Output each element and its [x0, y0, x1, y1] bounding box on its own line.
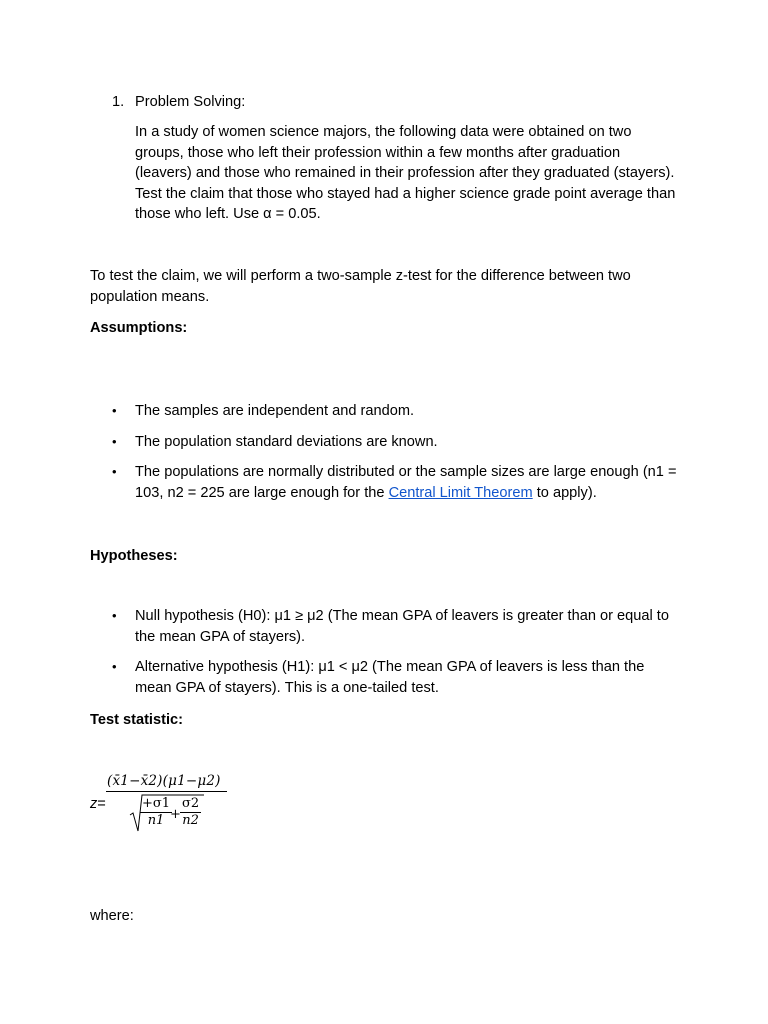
bullet-icon: •: [112, 608, 117, 623]
z-symbol: z: [90, 796, 98, 812]
assumption-text: The samples are independent and random.: [135, 403, 415, 419]
problem-text: In a study of women science majors, the following data were obtained on two groups, those who left their profession within a few months after graduation (leavers) and those who remained in their profession after they graduated (stayers). Test the claim that those who stayed had a higher science grade point average than those who left. Use α = 0.05.: [135, 124, 676, 222]
problem-title: Problem Solving:: [135, 94, 246, 110]
hypotheses-heading: Hypotheses:: [90, 548, 178, 564]
variance-fraction-2: [180, 796, 201, 829]
assumption-text: The population standard deviations are known.: [135, 433, 438, 450]
null-hypothesis-text: Null hypothesis (H0): μ1 ≥ μ2 (The mean GPA of leavers is greater than or equal to the mean GPA of stayers).: [135, 608, 669, 645]
assumption-text-after-link: to apply).: [532, 484, 597, 501]
assumption-text-before-link: The populations are normally distributed or the sample sizes are large enough (n1 = 103, n2 = 225 are large enough for the: [135, 464, 677, 501]
equals-sign: =: [97, 796, 106, 812]
list-number: 1.: [112, 94, 125, 110]
fraction-denominator: n1: [147, 813, 165, 828]
central-limit-theorem-link[interactable]: Central Limit Theorem: [388, 484, 533, 501]
intro-paragraph: To test the claim, we will perform a two-sample z-test for the difference between two population means.: [90, 268, 631, 305]
fraction-numerator: +σ1: [142, 796, 171, 811]
bullet-icon: •: [112, 403, 117, 418]
formula-numerator: (x̄1−x̄2)(μ1−μ2): [107, 773, 221, 789]
fraction-bar: [106, 791, 227, 792]
where-label: where:: [90, 908, 134, 924]
list-item: [90, 462, 680, 503]
list-item: [90, 401, 680, 422]
list-item: [90, 606, 680, 647]
fraction-numerator: σ2: [182, 796, 200, 811]
alternative-hypothesis-text: Alternative hypothesis (H1): μ1 < μ2 (The mean GPA of leavers is less than the mean GPA of stayers). This is a one-tailed test.: [135, 659, 645, 696]
list-item: [90, 432, 680, 453]
bullet-icon: •: [112, 464, 117, 479]
variance-fraction-1: [140, 796, 172, 829]
hypotheses-list: [90, 606, 680, 708]
plus-sign: +: [170, 807, 181, 822]
formula-lhs: [90, 794, 106, 815]
test-statistic-heading: Test statistic:: [90, 712, 183, 728]
bullet-icon: •: [112, 433, 117, 449]
assumptions-heading: Assumptions:: [90, 320, 188, 336]
bullet-icon: •: [112, 659, 117, 674]
list-item: [90, 657, 680, 698]
assumptions-list: [90, 401, 680, 513]
fraction-denominator: n2: [182, 813, 199, 828]
